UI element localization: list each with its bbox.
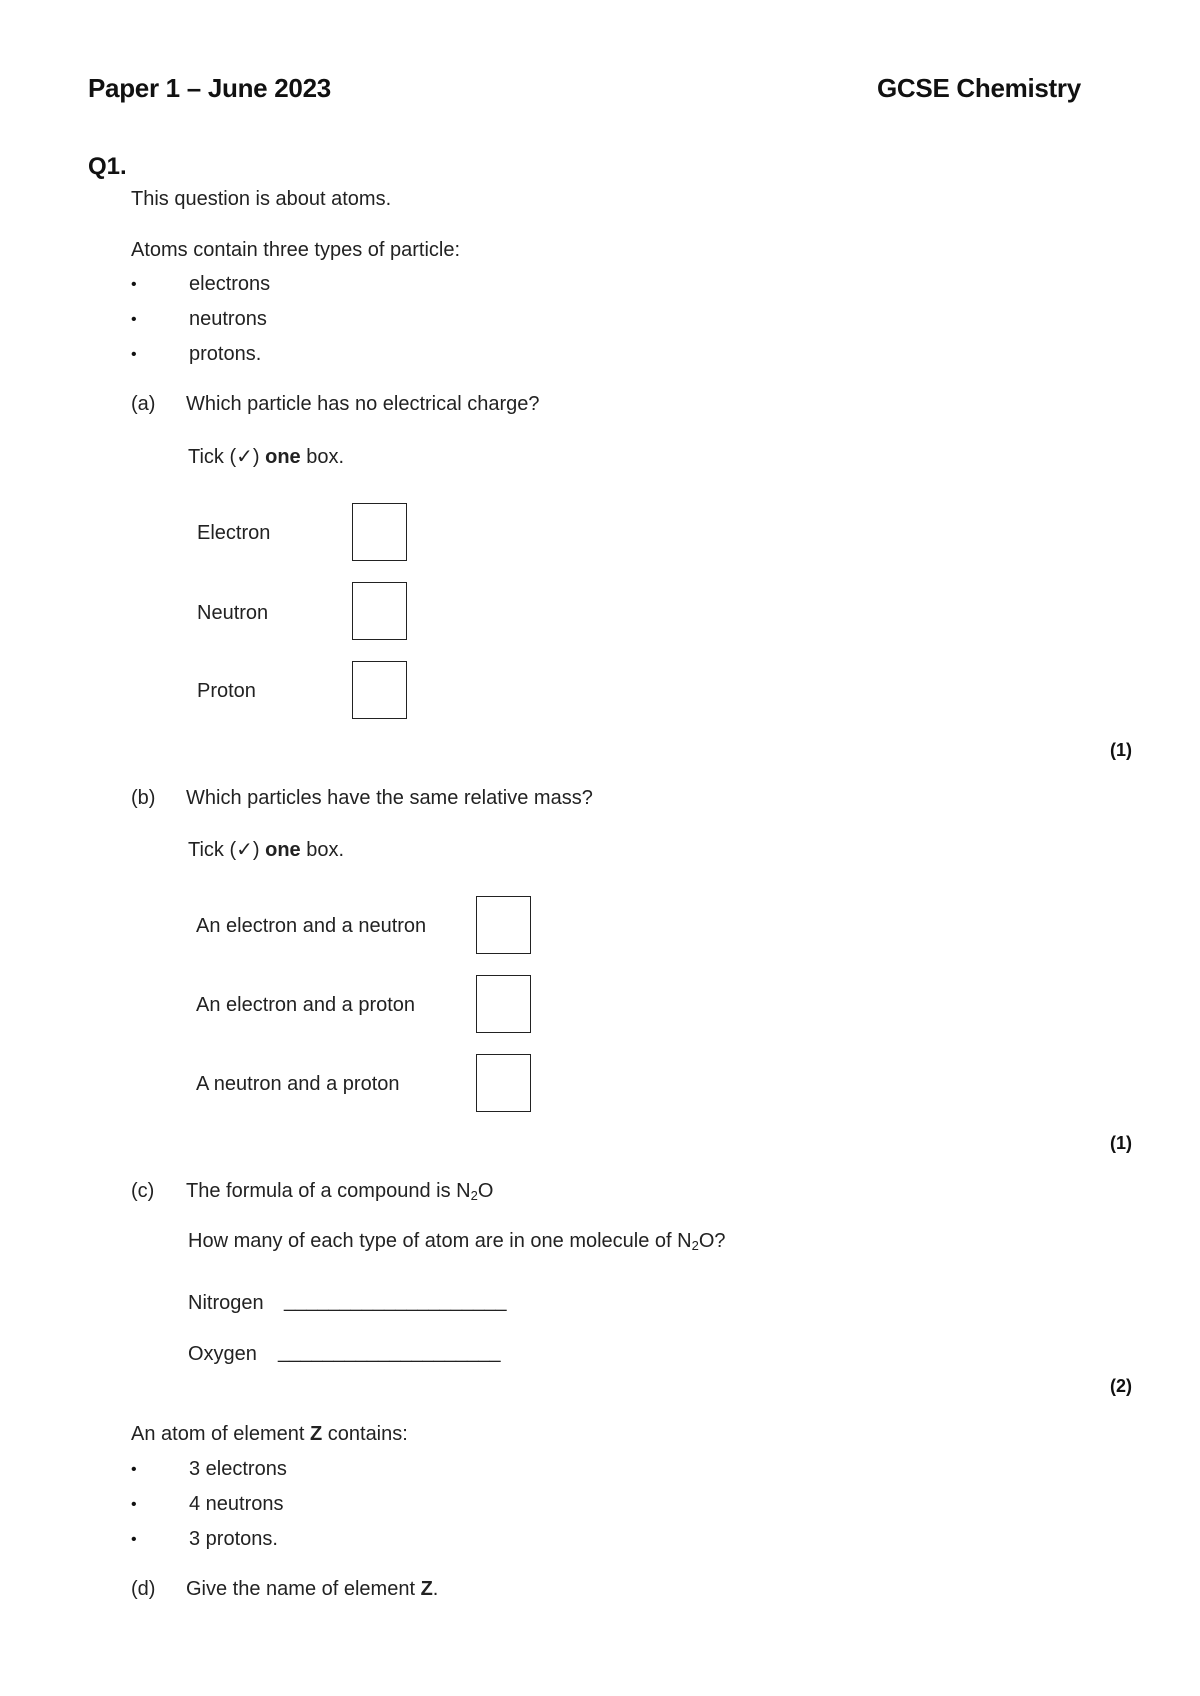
particles-intro: Atoms contain three types of particle: — [131, 239, 461, 261]
option-neutron-proton-label: A neutron and a proton — [196, 1073, 400, 1095]
paper-title: Paper 1 – June 2023 — [88, 73, 331, 103]
tick-box-neutron[interactable] — [352, 582, 407, 640]
part-c-question: How many of each type of atom are in one molecule of $N_2O$? — [188, 1230, 726, 1253]
option-proton-label: Proton — [197, 680, 256, 702]
part-a-text: Which particle has no electrical charge? — [186, 393, 540, 415]
nitrogen-label: Nitrogen — [188, 1292, 264, 1314]
element-intro: An atom of element Z contains: — [131, 1423, 408, 1445]
part-b-text: Which particles have the same relative mass? — [186, 787, 593, 809]
element-particle-item: 3 protons. — [189, 1528, 278, 1550]
particle-item: electrons — [189, 273, 271, 295]
question-intro: This question is about atoms. — [131, 188, 392, 210]
part-d-label: (d) — [131, 1578, 156, 1600]
option-electron-neutron-label: An electron and a neutron — [196, 915, 427, 937]
particle-item: protons. — [189, 343, 262, 365]
option-electron-proton-label: An electron and a proton — [196, 994, 416, 1016]
option-neutron-label: Neutron — [197, 602, 269, 624]
part-d-text: Give the name of element Z. — [186, 1578, 439, 1600]
tick-box-electron-neutron[interactable] — [476, 896, 531, 954]
tick-box-electron-proton[interactable] — [476, 975, 531, 1033]
part-a-label: (a) — [131, 393, 156, 415]
element-particle-item: 3 electrons — [189, 1458, 287, 1480]
oxygen-label: Oxygen — [188, 1343, 257, 1365]
bullet-marker: • — [131, 311, 137, 328]
question-number: Q1. — [88, 153, 127, 180]
part-a-instruction: Tick (✓) one box. — [188, 446, 345, 468]
option-electron-label: Electron — [197, 522, 271, 544]
bullet-marker: • — [131, 276, 137, 293]
oxygen-answer-line[interactable]: ____________________ — [278, 1341, 501, 1363]
part-c-label: (c) — [131, 1180, 155, 1202]
tick-box-neutron-proton[interactable] — [476, 1054, 531, 1112]
bullet-marker: • — [131, 346, 137, 363]
nitrogen-answer-line[interactable]: ____________________ — [284, 1290, 507, 1312]
particle-item: neutrons — [189, 308, 267, 330]
part-a-marks: (1) — [1110, 740, 1132, 760]
part-b-marks: (1) — [1110, 1133, 1132, 1153]
tick-box-electron[interactable] — [352, 503, 407, 561]
part-b-label: (b) — [131, 787, 156, 809]
bullet-marker: • — [131, 1461, 137, 1478]
part-b-instruction: Tick (✓) one box. — [188, 839, 345, 861]
part-c-text: The formula of a compound is $N_2O$ — [186, 1180, 494, 1203]
bullet-marker: • — [131, 1531, 137, 1548]
element-particle-item: 4 neutrons — [189, 1493, 284, 1515]
part-c-marks: (2) — [1110, 1376, 1132, 1396]
tick-box-proton[interactable] — [352, 661, 407, 719]
subject-title: GCSE Chemistry — [877, 73, 1081, 103]
bullet-marker: • — [131, 1496, 137, 1513]
